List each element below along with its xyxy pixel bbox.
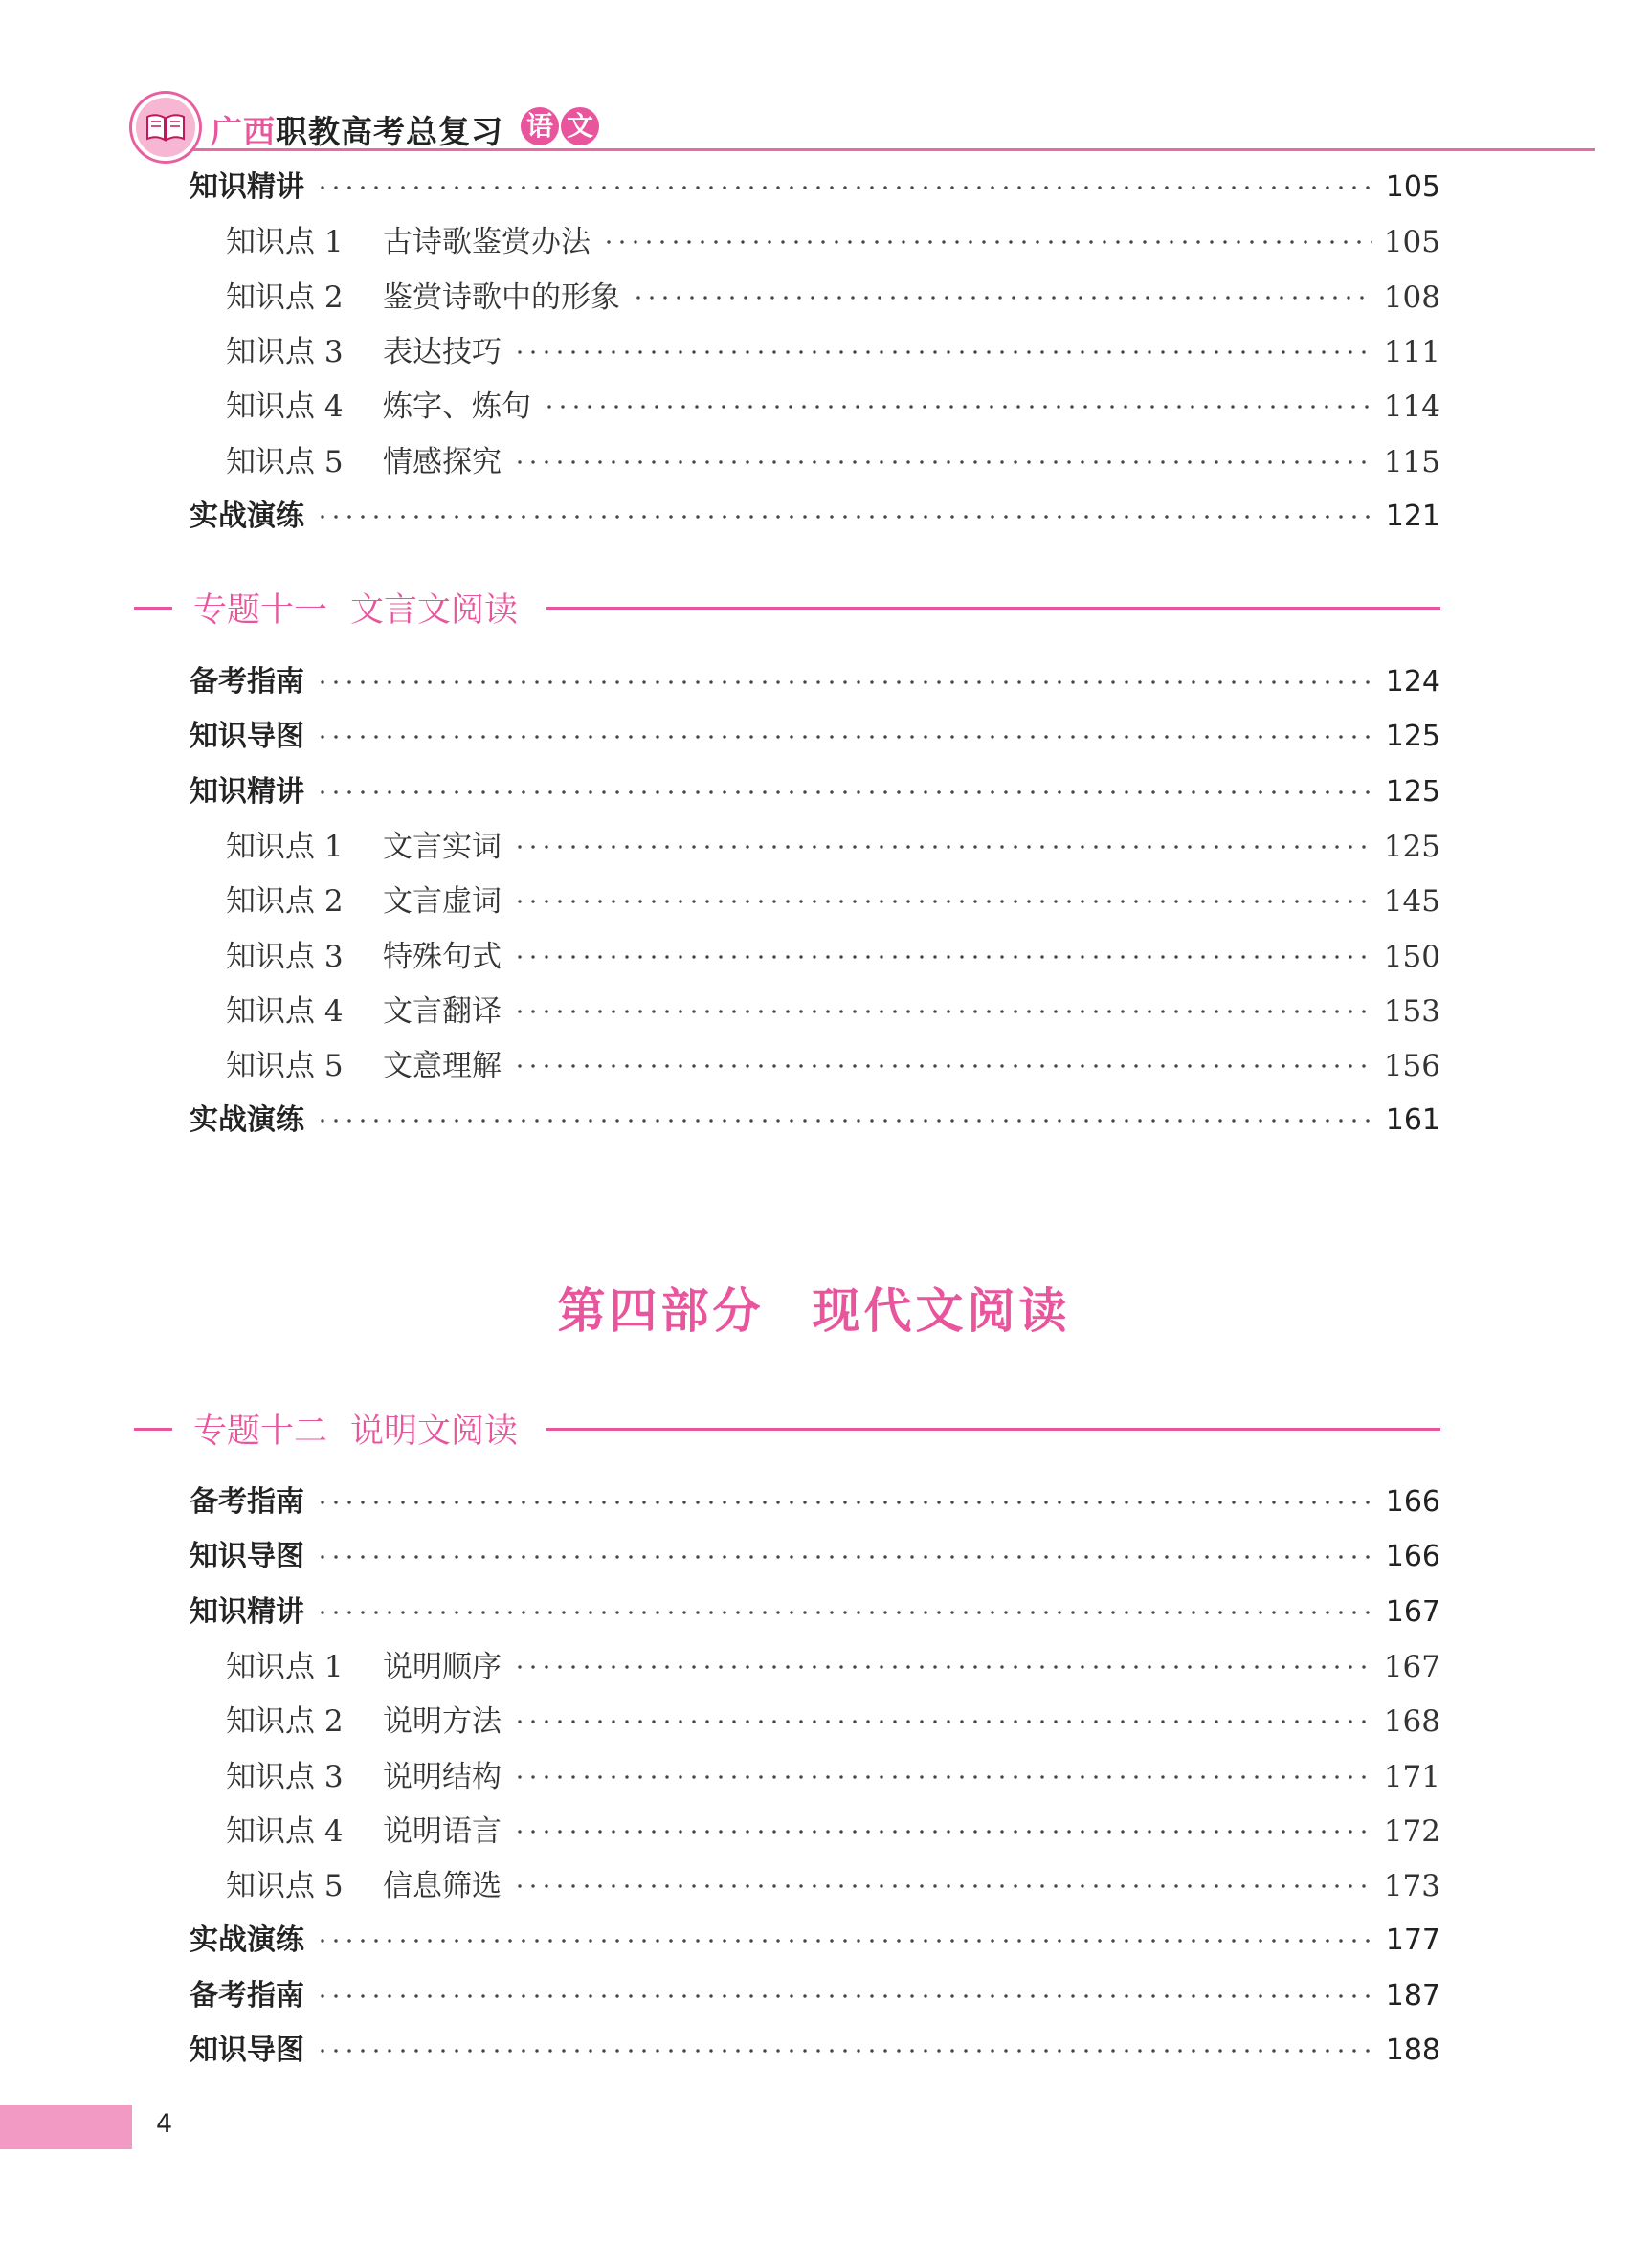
dot-leader	[513, 1774, 1372, 1780]
toc-page-number: 124	[1385, 665, 1440, 699]
toc-entry-label: 鉴赏诗歌中的形象	[383, 279, 620, 315]
toc-entry[interactable]	[190, 718, 1440, 756]
dot-leader	[316, 1118, 1374, 1123]
toc-entry-label: 实战演练	[190, 1103, 304, 1138]
book-icon	[145, 113, 186, 142]
toc-entry-label: 实战演练	[190, 499, 304, 533]
toc-entry-label: 说明方法	[383, 1704, 502, 1740]
toc-entry[interactable]	[226, 992, 1440, 1031]
topic-number: 专题十一	[193, 591, 328, 630]
dot-leader	[513, 349, 1372, 355]
topic-rule	[546, 607, 1440, 610]
toc-entry[interactable]	[226, 223, 1440, 261]
topic-rule	[546, 1428, 1440, 1431]
toc-page-number: 105	[1385, 170, 1440, 204]
toc-page-number: 121	[1385, 499, 1440, 533]
part-name: 现代文阅读	[812, 1283, 1071, 1339]
toc-page-number: 125	[1383, 829, 1440, 864]
dot-leader	[316, 1610, 1374, 1615]
toc-entry-label: 说明顺序	[383, 1649, 502, 1684]
topic-header-11	[134, 584, 1440, 632]
toc-entry[interactable]	[226, 388, 1440, 426]
subject-char-1: 语	[521, 107, 559, 145]
dot-leader	[316, 1554, 1374, 1560]
toc-entry[interactable]	[190, 1922, 1440, 1960]
toc-entry[interactable]	[190, 1593, 1440, 1632]
toc-entry-label: 知识精讲	[190, 774, 304, 809]
toc-entry[interactable]	[226, 1648, 1440, 1686]
logo	[132, 94, 199, 161]
dot-leader	[513, 844, 1372, 850]
toc-entry[interactable]	[190, 1483, 1440, 1522]
page-header	[0, 0, 1628, 163]
dot-leader	[513, 459, 1372, 465]
toc-entry[interactable]	[226, 882, 1440, 921]
toc-entry-label: 备考指南	[190, 1485, 304, 1519]
toc-page-number: 168	[1383, 1704, 1440, 1740]
dot-leader	[316, 185, 1374, 190]
footer-bar	[0, 2105, 132, 2149]
toc-entry[interactable]	[226, 1047, 1440, 1085]
toc-entry-label: 知识导图	[190, 720, 304, 754]
dot-leader	[316, 1500, 1374, 1505]
toc-entry[interactable]	[190, 2032, 1440, 2070]
toc-entry[interactable]	[190, 773, 1440, 812]
part-label: 第四部分	[557, 1283, 765, 1339]
toc-page-number: 125	[1385, 720, 1440, 754]
toc-page-number: 188	[1385, 2034, 1440, 2067]
dot-leader	[316, 514, 1374, 520]
toc-entry-label: 实战演练	[190, 1923, 304, 1958]
dot-leader	[632, 295, 1372, 300]
toc-page-number: 111	[1383, 334, 1440, 369]
knowledge-point-number: 知识点 3	[226, 334, 344, 369]
knowledge-point-number: 知识点 5	[226, 1869, 344, 1904]
topic-title: 文言文阅读	[350, 591, 519, 630]
knowledge-point-number: 知识点 4	[226, 993, 344, 1029]
toc-entry[interactable]	[226, 333, 1440, 371]
toc-entry-label: 知识精讲	[190, 1594, 304, 1629]
dot-leader	[602, 239, 1372, 245]
toc-page-number: 153	[1383, 993, 1440, 1029]
knowledge-point-number: 知识点 1	[226, 1649, 344, 1684]
toc-entry[interactable]	[190, 498, 1440, 536]
dot-leader	[513, 899, 1372, 904]
toc-entry[interactable]	[226, 1758, 1440, 1796]
toc-entry[interactable]	[226, 443, 1440, 481]
knowledge-point-number: 知识点 5	[226, 444, 344, 479]
toc-entry-label: 文言虚词	[383, 884, 502, 920]
toc-entry[interactable]	[226, 828, 1440, 866]
knowledge-point-number: 知识点 2	[226, 279, 344, 315]
topic-dash	[134, 607, 172, 610]
dot-leader	[513, 954, 1372, 960]
dot-leader	[513, 1664, 1372, 1670]
toc-entry-label: 炼字、炼句	[383, 389, 531, 425]
part-title	[0, 1273, 1628, 1342]
knowledge-point-number: 知识点 1	[226, 829, 344, 864]
toc-page-number: 114	[1383, 389, 1440, 425]
toc-entry[interactable]	[226, 938, 1440, 976]
toc-page-number: 166	[1385, 1540, 1440, 1574]
dot-leader	[316, 734, 1374, 740]
toc-page-number: 177	[1385, 1923, 1440, 1958]
toc-entry-label: 说明语言	[383, 1813, 502, 1849]
topic-title: 说明文阅读	[350, 1412, 519, 1451]
knowledge-point-number: 知识点 2	[226, 884, 344, 920]
toc-entry-label: 备考指南	[190, 665, 304, 699]
dot-leader	[316, 2048, 1374, 2054]
subject-char-2: 文	[561, 107, 599, 145]
toc-entry-label: 文意理解	[383, 1049, 502, 1084]
topic-dash	[134, 1428, 172, 1431]
toc-page-number: 156	[1383, 1049, 1440, 1084]
book-title-main: 职教高考总复习	[276, 113, 503, 150]
dot-leader	[513, 1829, 1372, 1834]
toc-entry-label: 知识导图	[190, 1540, 304, 1574]
toc-entry-label: 备考指南	[190, 1978, 304, 2012]
toc-page-number: 167	[1383, 1649, 1440, 1684]
toc-entry[interactable]	[226, 1702, 1440, 1741]
subject-badge	[521, 107, 599, 145]
knowledge-point-number: 知识点 4	[226, 389, 344, 425]
page-number: 4	[156, 2109, 173, 2139]
toc-entry[interactable]	[190, 168, 1440, 207]
toc-entry[interactable]	[190, 1977, 1440, 2015]
toc-entry[interactable]	[226, 278, 1440, 317]
knowledge-point-number: 知识点 4	[226, 1813, 344, 1849]
toc-page-number: 187	[1385, 1978, 1440, 2012]
toc-entry[interactable]	[226, 1812, 1440, 1851]
toc-entry-label: 知识导图	[190, 2034, 304, 2067]
toc-entry-label: 古诗歌鉴赏办法	[383, 225, 591, 260]
toc-page-number: 105	[1383, 225, 1440, 260]
dot-leader	[513, 1063, 1372, 1069]
toc-entry-label: 信息筛选	[383, 1869, 502, 1904]
toc-page-number: 173	[1383, 1869, 1440, 1904]
dot-leader	[513, 1883, 1372, 1889]
toc-page-number: 167	[1385, 1594, 1440, 1629]
toc-entry-label: 知识精讲	[190, 170, 304, 204]
dot-leader	[316, 1938, 1374, 1944]
knowledge-point-number: 知识点 3	[226, 939, 344, 974]
book-title-region: 广西	[211, 113, 276, 150]
toc-entry[interactable]	[190, 663, 1440, 701]
dot-leader	[543, 404, 1372, 410]
toc-page-number: 166	[1385, 1485, 1440, 1519]
knowledge-point-number: 知识点 3	[226, 1759, 344, 1794]
knowledge-point-number: 知识点 1	[226, 225, 344, 260]
toc-entry-label: 说明结构	[383, 1759, 502, 1794]
toc-page-number: 125	[1385, 774, 1440, 809]
toc-page-number: 171	[1383, 1759, 1440, 1794]
knowledge-point-number: 知识点 2	[226, 1704, 344, 1740]
topic-number: 专题十二	[193, 1412, 328, 1451]
toc-entry[interactable]	[190, 1538, 1440, 1576]
toc-entry[interactable]	[190, 1101, 1440, 1140]
dot-leader	[316, 679, 1374, 685]
toc-entry-label: 情感探究	[383, 444, 502, 479]
book-title	[211, 107, 503, 152]
toc-entry-label: 文言实词	[383, 829, 502, 864]
topic-header-12	[134, 1405, 1440, 1453]
dot-leader	[513, 1009, 1372, 1014]
toc-entry-label: 文言翻译	[383, 993, 502, 1029]
toc-page-number: 145	[1383, 884, 1440, 920]
dot-leader	[316, 789, 1374, 795]
dot-leader	[316, 1993, 1374, 1999]
dot-leader	[513, 1719, 1372, 1724]
toc-page-number: 161	[1385, 1103, 1440, 1138]
toc-entry[interactable]	[226, 1867, 1440, 1905]
toc-entry-label: 表达技巧	[383, 334, 502, 369]
knowledge-point-number: 知识点 5	[226, 1049, 344, 1084]
toc-page-number: 115	[1383, 444, 1440, 479]
toc-page-number: 172	[1383, 1813, 1440, 1849]
toc-page-number: 150	[1383, 939, 1440, 974]
toc-page-number: 108	[1383, 279, 1440, 315]
toc-entry-label: 特殊句式	[383, 939, 502, 974]
